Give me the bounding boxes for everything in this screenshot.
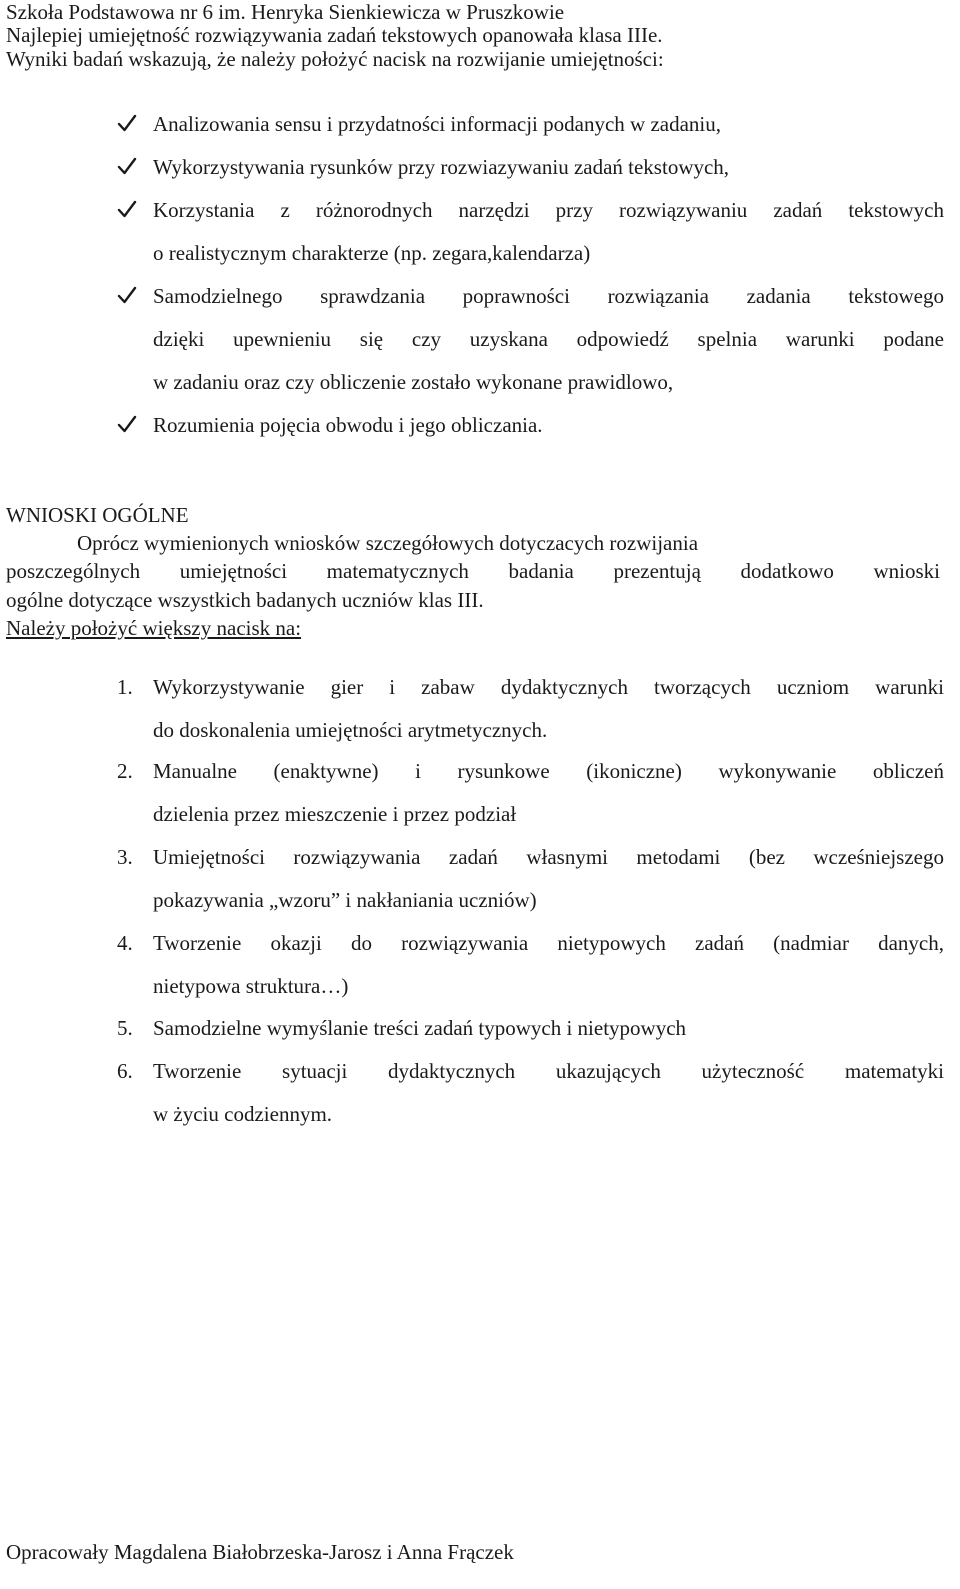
numbered-list-item-text: nietypowa struktura…) xyxy=(153,974,349,998)
numbered-list-item-text: w życiu codziennym. xyxy=(153,1102,333,1126)
checklist-item-text: Samodzielnego sprawdzania poprawności rozwiązania zadania tekstowego xyxy=(153,284,944,308)
numbered-list-item-text: do doskonalenia umiejętności arytmetycznych. xyxy=(153,718,548,742)
numbered-list-item-text: Umiejętności rozwiązywania zadań własnymi metodami (bez wcześniejszego xyxy=(153,845,944,869)
section-title: WNIOSKI OGÓLNE xyxy=(6,503,189,527)
numbered-list-item-text: Tworzenie sytuacji dydaktycznych ukazujących użyteczność matematyki xyxy=(153,1059,944,1083)
checklist-item-text: Rozumienia pojęcia obwodu i jego obliczania. xyxy=(153,413,543,437)
school-name-line: Szkoła Podstawowa nr 6 im. Henryka Sienkiewicza w Pruszkowie xyxy=(6,0,565,24)
list-item-number: 5. xyxy=(117,1016,133,1040)
numbered-list-item-text: Manualne (enaktywne) i rysunkowe (ikoniczne) wykonywanie obliczeń xyxy=(153,759,944,783)
checklist-item-text: w zadaniu oraz czy obliczenie zostało wykonane prawidlowo, xyxy=(153,370,674,394)
checkmark-icon xyxy=(117,153,137,177)
list-item-number: 2. xyxy=(117,759,133,783)
results-intro-line: Wyniki badań wskazują, że należy położyć nacisk na rozwijanie umiejętności: xyxy=(6,47,664,71)
checkmark-icon xyxy=(117,411,137,435)
checklist-item-text: Korzystania z różnorodnych narzędzi przy rozwiązywaniu zadań tekstowych xyxy=(153,198,944,222)
checkmark-icon xyxy=(117,282,137,306)
list-item-number: 1. xyxy=(117,675,133,699)
numbered-list-item-text: Wykorzystywanie gier i zabaw dydaktycznych tworzących uczniom warunki xyxy=(153,675,944,699)
numbered-list-item-text: dzielenia przez mieszczenie i przez podział xyxy=(153,802,517,826)
conclusions-paragraph-line: poszczególnych umiejętności matematycznych badania prezentują dodatkowo wnioski xyxy=(6,559,940,583)
checklist-item-text: dzięki upewnieniu się czy uzyskana odpowiedź spelnia warunki podane xyxy=(153,327,944,351)
conclusions-paragraph-line: ogólne dotyczące wszystkich badanych uczniów klas III. xyxy=(6,588,484,612)
conclusions-paragraph-line: Oprócz wymienionych wniosków szczegółowych dotyczacych rozwijania xyxy=(77,531,699,555)
emphasis-subheading: Należy położyć większy nacisk na: xyxy=(6,616,302,640)
list-item-number: 3. xyxy=(117,845,133,869)
best-class-line: Najlepiej umiejętność rozwiązywania zadań tekstowych opanowała klasa IIIe. xyxy=(6,23,663,47)
numbered-list-item-text: pokazywania „wzoru” i nakłaniania uczniów) xyxy=(153,888,537,912)
checkmark-icon xyxy=(117,196,137,220)
checklist-item-text: Analizowania sensu i przydatności informacji podanych w zadaniu, xyxy=(153,112,721,136)
checkmark-icon xyxy=(117,110,137,134)
checklist-item-text: o realistycznym charakterze (np. zegara,kalendarza) xyxy=(153,241,591,265)
authors-footer: Opracowały Magdalena Białobrzeska-Jarosz i Anna Frączek xyxy=(6,1540,514,1564)
list-item-number: 4. xyxy=(117,931,133,955)
checklist-item-text: Wykorzystywania rysunków przy rozwiazywaniu zadań tekstowych, xyxy=(153,155,730,179)
list-item-number: 6. xyxy=(117,1059,133,1083)
numbered-list-item-text: Samodzielne wymyślanie treści zadań typowych i nietypowych xyxy=(153,1016,687,1040)
numbered-list-item-text: Tworzenie okazji do rozwiązywania nietypowych zadań (nadmiar danych, xyxy=(153,931,944,955)
